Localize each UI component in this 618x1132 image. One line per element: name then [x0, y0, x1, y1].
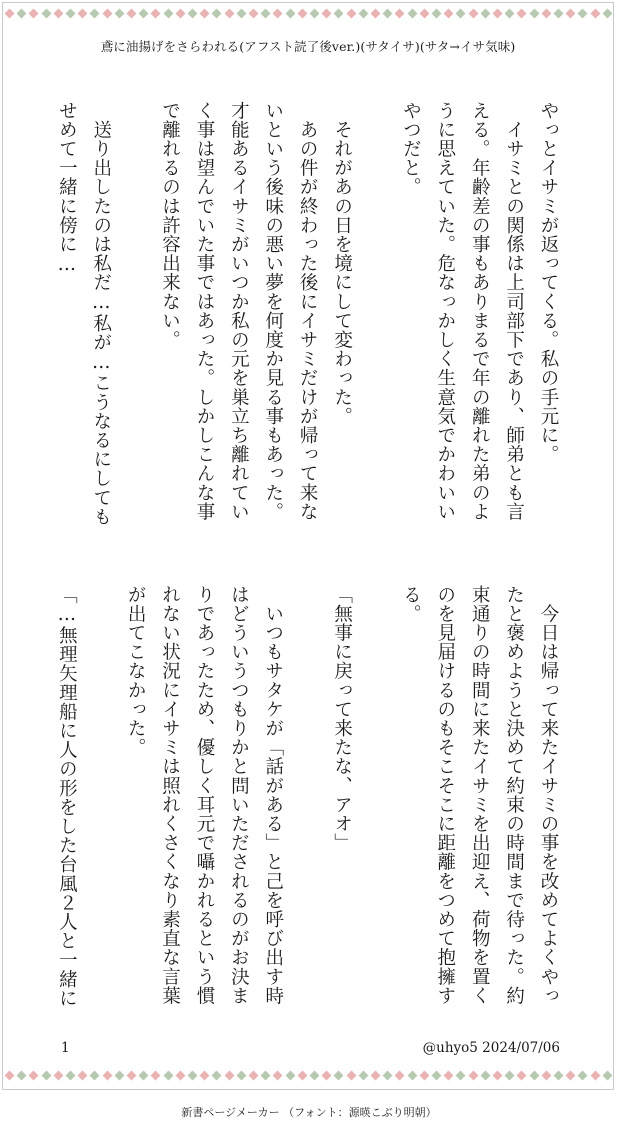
border-diamond [139, 9, 149, 19]
border-diamond [41, 1071, 51, 1081]
border-diamond [139, 1071, 149, 1081]
border-diamond [261, 1071, 271, 1081]
border-diamond [5, 9, 15, 19]
border-diamond [566, 1071, 576, 1081]
border-diamond [249, 9, 259, 19]
border-diamond [383, 9, 393, 19]
text-column [118, 101, 152, 531]
maker-credit: 新書ページメーカー （フォント：源暎こぶり明朝） [181, 1106, 437, 1119]
border-diamond [554, 1071, 564, 1081]
border-diamond [297, 9, 307, 19]
text-column [359, 585, 393, 1010]
border-diamond [505, 1071, 515, 1081]
border-diamond [407, 1071, 417, 1081]
border-diamond [346, 1071, 356, 1081]
text-column: せめて一緒に傍に… [56, 101, 78, 276]
border-diamond [444, 9, 454, 19]
border-diamond [371, 9, 381, 19]
border-diamond [17, 1071, 27, 1081]
border-diamond [480, 1071, 490, 1081]
border-diamond [578, 9, 588, 19]
border-diamond [53, 9, 63, 19]
top-diamond-border [3, 3, 613, 27]
border-diamond [566, 9, 576, 19]
border-diamond [517, 9, 527, 19]
border-diamond [334, 1071, 344, 1081]
border-diamond [432, 9, 442, 19]
border-diamond [541, 1071, 551, 1081]
border-diamond [273, 1071, 283, 1081]
border-diamond [114, 9, 124, 19]
text-column: る。 [400, 585, 422, 624]
text-column: 「無事に戻って来たな、アオ」 [331, 585, 353, 853]
text-column: 送り出したのは私だ…私が…こうなるにしても [90, 101, 112, 527]
border-diamond [236, 1071, 246, 1081]
text-column: りであったため、優しく耳元で囁かれるという慣 [193, 585, 215, 1006]
border-diamond [114, 1071, 124, 1081]
border-diamond [212, 1071, 222, 1081]
text-column: いという後味の悪い夢を何度か見る事もあった。 [262, 101, 284, 522]
border-diamond [151, 9, 161, 19]
text-column: たと褒めようと決めて約束の時間まで待った。約 [503, 585, 525, 1006]
border-diamond [505, 9, 515, 19]
border-diamond [358, 1071, 368, 1081]
border-diamond [90, 9, 100, 19]
text-column: 束通りの時間に来たイサミを出迎え、荷物を置く [469, 585, 491, 1006]
text-column: イサミとの関係は上司部下であり、師弟とも言 [503, 101, 525, 522]
border-diamond [200, 9, 210, 19]
text-column: のを見届けるのもそこそこに距離をつめて抱擁す [434, 585, 456, 1006]
border-diamond [468, 9, 478, 19]
border-diamond [29, 9, 39, 19]
border-diamond [407, 9, 417, 19]
text-column: はどういうつもりかと問いただされるのがお決ま [228, 585, 250, 1006]
author-date: @uhyo5 2024/07/06 [422, 1040, 560, 1056]
border-diamond [175, 9, 185, 19]
text-column: 今日は帰って来たイサミの事を改めてよくやっ [538, 585, 559, 1006]
border-diamond [236, 9, 246, 19]
border-diamond [200, 1071, 210, 1081]
border-diamond [78, 1071, 88, 1081]
page-card [2, 2, 614, 1090]
border-diamond [310, 9, 320, 19]
border-diamond [468, 1071, 478, 1081]
text-column [83, 585, 117, 1010]
border-diamond [212, 9, 222, 19]
border-diamond [358, 9, 368, 19]
border-diamond [346, 9, 356, 19]
border-diamond [590, 1071, 600, 1081]
border-diamond [578, 1071, 588, 1081]
text-column: いつもサタケが「話がある」と己を呼び出す時 [262, 585, 284, 1006]
border-diamond [66, 9, 76, 19]
border-diamond [261, 9, 271, 19]
text-column: く事は望んでいた事ではあった。しかしこんな事 [193, 101, 215, 522]
border-diamond [322, 1071, 332, 1081]
border-diamond [529, 1071, 539, 1081]
border-diamond [590, 9, 600, 19]
border-diamond [29, 1071, 39, 1081]
border-diamond [493, 1071, 503, 1081]
text-column: 「…無理矢理船に人の形をした台風２人と一緒に [56, 585, 78, 1008]
border-diamond [163, 1071, 173, 1081]
border-diamond [529, 9, 539, 19]
border-diamond [5, 1071, 15, 1081]
border-diamond [395, 1071, 405, 1081]
border-diamond [602, 9, 612, 19]
border-diamond [188, 1071, 198, 1081]
page-title: 鳶に油揚げをさらわれる(アフスト読了後ver.)(サタイサ)(サタ→イサ気味) [100, 39, 516, 54]
border-diamond [224, 1071, 234, 1081]
border-diamond [480, 9, 490, 19]
text-column: で離れるのは許容出来ない。 [159, 101, 181, 350]
text-column: れない状況にイサミは照れくさくなり素直な言葉 [159, 585, 181, 1006]
border-diamond [78, 9, 88, 19]
border-diamond [371, 1071, 381, 1081]
text-column: うに思えていた。危なっかしく生意気でかわいい [434, 101, 456, 522]
border-diamond [41, 9, 51, 19]
border-diamond [517, 1071, 527, 1081]
border-diamond [102, 9, 112, 19]
border-diamond [127, 1071, 137, 1081]
border-diamond [444, 1071, 454, 1081]
border-diamond [17, 9, 27, 19]
border-diamond [127, 9, 137, 19]
border-diamond [285, 9, 295, 19]
border-diamond [175, 1071, 185, 1081]
border-diamond [66, 1071, 76, 1081]
border-diamond [53, 1071, 63, 1081]
border-diamond [493, 9, 503, 19]
text-column: あの件が終わった後にイサミだけが帰って来な [297, 101, 319, 522]
text-column: が出てこなかった。 [125, 585, 147, 757]
border-diamond [90, 1071, 100, 1081]
border-diamond [322, 9, 332, 19]
border-diamond [151, 1071, 161, 1081]
page-number: 1 [61, 1040, 70, 1056]
text-column: 才能あるイサミがいつか私の元を巣立ち離れてい [228, 101, 250, 522]
text-column: やつだと。 [400, 101, 422, 197]
border-diamond [285, 1071, 295, 1081]
border-diamond [188, 9, 198, 19]
border-diamond [102, 1071, 112, 1081]
border-diamond [554, 9, 564, 19]
text-column [290, 585, 324, 1010]
upper-text-block [55, 101, 565, 531]
text-column: える。年齢差の事もありまるで年の離れた弟のよ [469, 101, 491, 522]
border-diamond [383, 1071, 393, 1081]
border-diamond [602, 1071, 612, 1081]
border-diamond [297, 1071, 307, 1081]
border-diamond [541, 9, 551, 19]
border-diamond [419, 1071, 429, 1081]
border-diamond [432, 1071, 442, 1081]
text-column: それがあの日を境にして変わった。 [331, 101, 353, 426]
border-diamond [249, 1071, 259, 1081]
lower-text-block [55, 585, 565, 1010]
border-diamond [395, 9, 405, 19]
text-column [359, 101, 393, 531]
border-diamond [224, 9, 234, 19]
border-diamond [456, 1071, 466, 1081]
border-diamond [334, 9, 344, 19]
border-diamond [273, 9, 283, 19]
border-diamond [456, 9, 466, 19]
bottom-diamond-border [3, 1065, 613, 1089]
border-diamond [310, 1071, 320, 1081]
border-diamond [163, 9, 173, 19]
text-column: やっとイサミが返ってくる。私の手元に。 [538, 101, 559, 464]
border-diamond [419, 9, 429, 19]
